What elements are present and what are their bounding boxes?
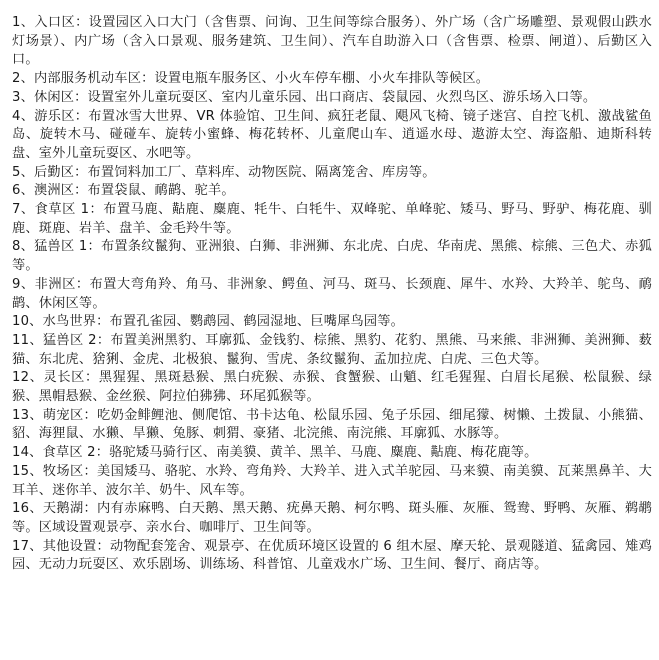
list-item-herbivore-zone-2: 14、食草区 2：骆驼矮马骑行区、南美貘、黄羊、黑羊、马鹿、麋鹿、黇鹿、梅花鹿等。 <box>12 445 538 461</box>
list-item-swan-lake: 16、天鹅湖：内有赤麻鸭、白天鹅、黑天鹅、疣鼻天鹅、柯尔鸭、斑头雁、灰雁、鸳鸯、野鸭、灰雁、鹈鹕等。区域设置观景亭、亲水台、咖啡厅、卫生间等。 <box>12 501 652 535</box>
list-item-entrance-zone: 1、入口区：设置园区入口大门（含售票、问询、卫生间等综合服务）、外广场（含广场雕塑、景观假山跌水灯场景）、内广场（含入口景观、服务建筑、卫生间）、汽车自助游入口（含售票、检票、闸道）、后勤区入口。 <box>12 15 652 68</box>
list-item-leisure-zone: 3、休闲区：设置室外儿童玩耍区、室内儿童乐园、出口商店、袋鼠园、火烈鸟区、游乐场入口等。 <box>12 89 597 105</box>
list-item-africa-zone: 9、非洲区：布置大弯角羚、角马、非洲象、鳄鱼、河马、斑马、长颈鹿、犀牛、水羚、大羚羊、鸵鸟、鸸鹋、休闲区等。 <box>12 276 652 311</box>
list-item-internal-vehicle-zone: 2、内部服务机动车区：设置电瓶车服务区、小火车停车棚、小火车排队等候区。 <box>12 71 490 87</box>
list-item-other-facilities: 17、其他设置：动物配套笼舍、观景亭、在优质环境区设置的 6 组木屋、摩天轮、景观隧道、猛禽园、雉鸡园、无动力玩耍区、欢乐剧场、训练场、科普馆、儿童戏水广场、卫生间、餐厅、商店等。 <box>12 538 652 573</box>
list-item-herbivore-zone-1: 7、食草区 1：布置马鹿、黇鹿、麋鹿、牦牛、白牦牛、双峰驼、单峰驼、矮马、野马、野驴、梅花鹿、驯鹿、斑鹿、岩羊、盘羊、金毛羚牛等。 <box>12 202 652 236</box>
list-item-australia-zone: 6、澳洲区：布置袋鼠、鸸鹋、驼羊。 <box>12 183 235 199</box>
list-item-amusement-zone: 4、游乐区：布置冰雪大世界、VR 体验馆、卫生间、疯狂老鼠、飓风飞椅、镜子迷宫、自控飞机、激战鲨鱼岛、旋转木马、碰碰车、旋转小蜜蜂、梅花转杯、儿童爬山车、逍遥水母、遨游太空、海盗船、迪斯科转盘、室外儿童玩耍区、水吧等。 <box>12 108 652 161</box>
list-item-primate-zone: 12、灵长区：黑猩猩、黑斑悬猴、黑白疣猴、赤猴、食蟹猴、山魈、红毛猩猩、白眉长尾猴、松鼠猴、绿猴、黑帽悬猴、金丝猴、阿拉伯狒狒、环尾狐猴等。 <box>12 370 652 405</box>
list-item-pasture-zone: 15、牧场区：美国矮马、骆驼、水羚、弯角羚、大羚羊、进入式羊驼园、马来貘、南美貘、瓦莱黑鼻羊、大耳羊、迷你羊、波尔羊、奶牛、风车等。 <box>12 463 652 498</box>
list-item-carnivore-zone-1: 8、猛兽区 1：布置条纹鬣狗、亚洲狼、白狮、非洲狮、东北虎、白虎、华南虎、黑熊、棕熊、三色犬、赤狐等。 <box>12 239 652 274</box>
list-item-logistics-zone: 5、后勤区：布置饲料加工厂、草料库、动物医院、隔离笼舍、库房等。 <box>12 164 436 180</box>
list-item-waterbird-world: 10、水鸟世界：布置孔雀园、鹦鹉园、鹤园湿地、巨嘴犀鸟园等。 <box>12 314 405 330</box>
list-item-pet-zone: 13、萌宠区：吃奶金鲱鲤池、侧爬馆、书卡达龟、松鼠乐园、兔子乐园、细尾獴、树懒、土拨鼠、小熊猫、貂、海狸鼠、水獭、旱獭、兔豚、刺猬、豪猪、北浣熊、南浣熊、耳廓狐、水豚等。 <box>12 407 652 442</box>
list-item-carnivore-zone-2: 11、猛兽区 2：布置美洲黑豹、耳廓狐、金钱豹、棕熊、黑豹、花豹、黑熊、马来熊、非洲狮、美洲狮、薮猫、东北虎、猞猁、金虎、北极狼、鬣狗、雪虎、条纹鬣狗、孟加拉虎、白虎、三色犬等。 <box>12 332 652 367</box>
